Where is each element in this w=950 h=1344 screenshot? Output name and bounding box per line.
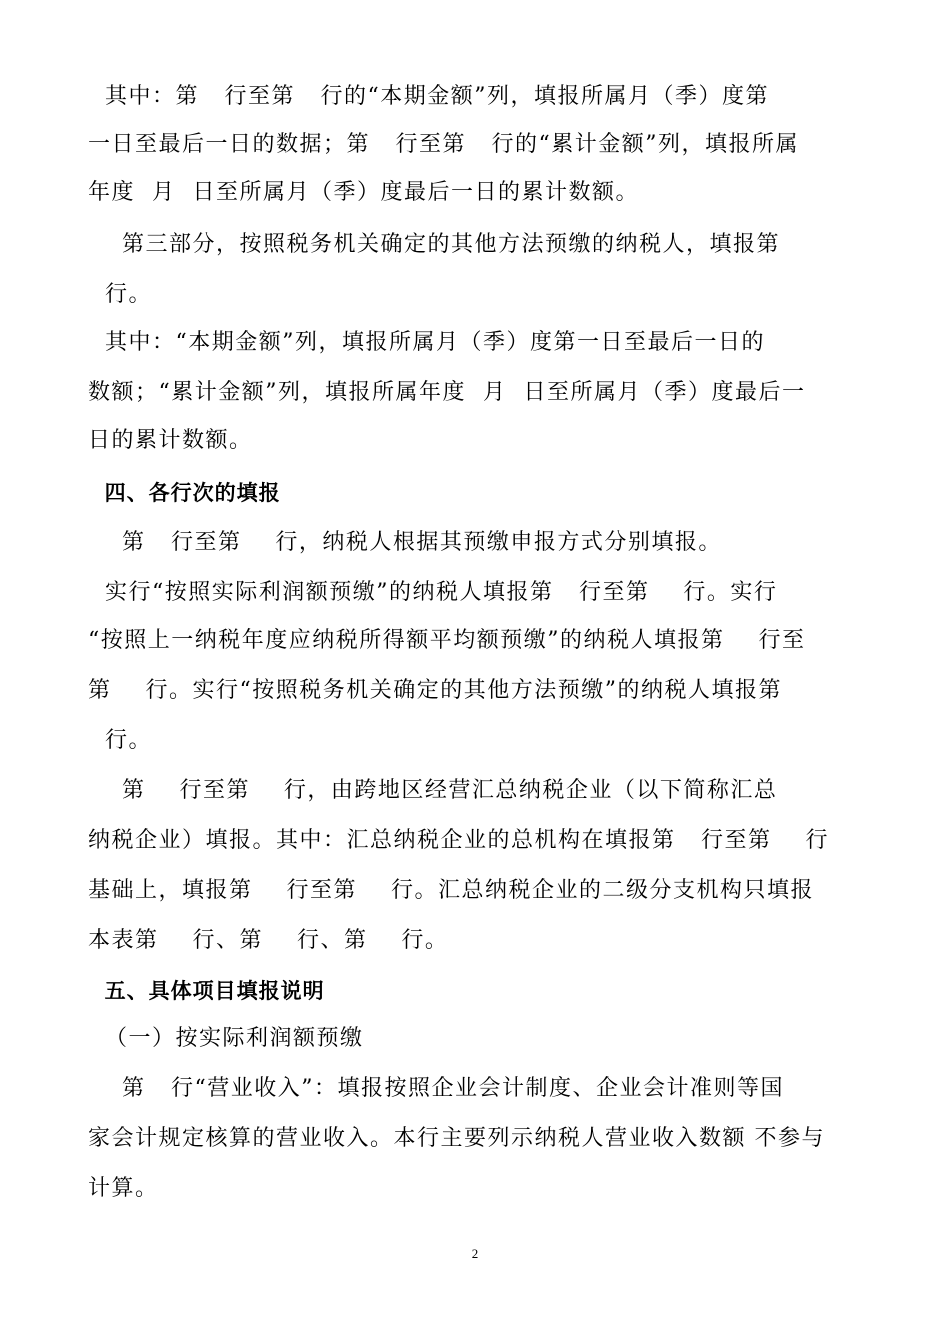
- text-line-22: 家会计规定核算的营业收入。本行主要列示纳税人营业收入数额 不参与: [88, 1126, 825, 1151]
- page-number: 2: [471, 1246, 479, 1261]
- text-line-2: 一日至最后一日的数据；第 行至第 行的“累计金额”列，填报所属: [88, 132, 799, 157]
- text-line-3: 年度 月 日至所属月（季）度最后一日的累计数额。: [88, 180, 639, 205]
- text-line-1: 其中：第 行至第 行的“本期金额”列，填报所属月（季）度第: [88, 84, 769, 109]
- text-line-14: 行。: [88, 728, 152, 753]
- text-line-23: 计算。: [88, 1176, 159, 1201]
- text-line-8: 日的累计数额。: [88, 428, 253, 453]
- text-line-5: 行。: [88, 282, 152, 307]
- text-line-16: 纳税企业）填报。其中：汇总纳税企业的总机构在填报第 行至第 行: [88, 828, 829, 853]
- text-line-6: 其中：“本期金额”列，填报所属月（季）度第一日至最后一日的: [88, 330, 765, 355]
- text-line-7: 数额；“累计金额”列，填报所属年度 月 日至所属月（季）度最后一: [88, 380, 806, 405]
- section-heading-5: 五、具体项目填报说明: [88, 979, 325, 1003]
- text-line-21: 第 行“营业收入”：填报按照企业会计制度、企业会计准则等国: [88, 1076, 784, 1101]
- subsection-heading-1: （一）按实际利润额预缴: [88, 1026, 364, 1051]
- text-line-4: 第三部分，按照税务机关确定的其他方法预缴的纳税人，填报第: [88, 232, 780, 257]
- text-line-11: 实行“按照实际利润额预缴”的纳税人填报第 行至第 行。实行: [88, 580, 778, 605]
- text-line-15: 第 行至第 行，由跨地区经营汇总纳税企业（以下简称汇总: [88, 778, 778, 803]
- text-line-18: 本表第 行、第 行、第 行。: [88, 928, 449, 953]
- text-line-12: “按照上一纳税年度应纳税所得额平均额预缴”的纳税人填报第 行至: [88, 628, 806, 653]
- text-line-17: 基础上，填报第 行至第 行。汇总纳税企业的二级分支机构只填报: [88, 878, 814, 903]
- text-line-13: 第 行。实行“按照税务机关确定的其他方法预缴”的纳税人填报第: [88, 678, 782, 703]
- section-heading-4: 四、各行次的填报: [88, 481, 281, 505]
- text-line-10: 第 行至第 行，纳税人根据其预缴申报方式分别填报。: [88, 530, 722, 555]
